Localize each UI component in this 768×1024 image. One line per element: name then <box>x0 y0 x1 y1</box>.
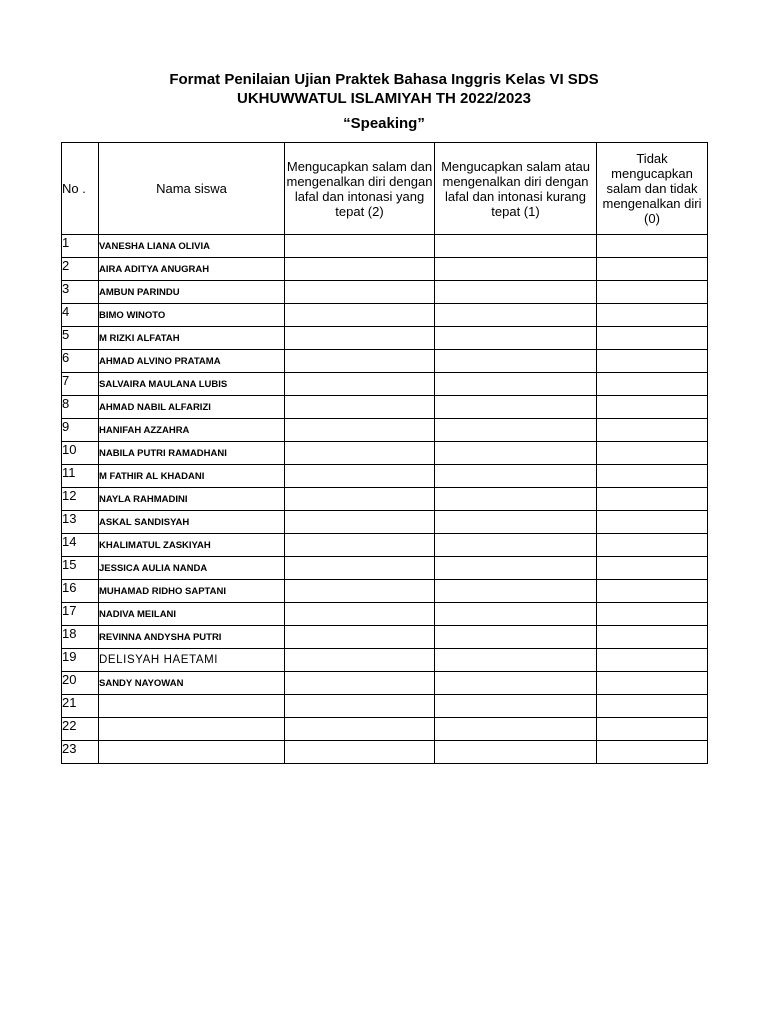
row-number: 1 <box>62 235 99 258</box>
score-1-cell[interactable] <box>435 695 597 718</box>
score-2-cell[interactable] <box>285 396 435 419</box>
score-2-cell[interactable] <box>285 442 435 465</box>
header-score-1: Mengucapkan salam atau mengenalkan diri dengan lafal dan intonasi kurang tepat (1) <box>435 143 597 235</box>
score-0-cell[interactable] <box>597 741 708 764</box>
score-0-cell[interactable] <box>597 718 708 741</box>
score-0-cell[interactable] <box>597 649 708 672</box>
student-name: HANIFAH AZZAHRA <box>99 419 285 442</box>
score-1-cell[interactable] <box>435 373 597 396</box>
student-name: DELISYAH HAETAMI <box>99 649 285 672</box>
score-1-cell[interactable] <box>435 465 597 488</box>
student-name: REVINNA ANDYSHA PUTRI <box>99 626 285 649</box>
table-row <box>62 695 708 718</box>
score-0-cell[interactable] <box>597 626 708 649</box>
score-2-cell[interactable] <box>285 419 435 442</box>
row-number: 17 <box>62 603 99 626</box>
row-number: 4 <box>62 304 99 327</box>
score-2-cell[interactable] <box>285 465 435 488</box>
score-1-cell[interactable] <box>435 534 597 557</box>
score-0-cell[interactable] <box>597 373 708 396</box>
table-header-row <box>62 143 708 235</box>
header-score-0: Tidak mengucapkan salam dan tidak mengenalkan diri (0) <box>597 143 708 235</box>
student-name: M RIZKI ALFATAH <box>99 327 285 350</box>
row-number: 13 <box>62 511 99 534</box>
row-number: 15 <box>62 557 99 580</box>
score-1-cell[interactable] <box>435 649 597 672</box>
table-row <box>62 373 708 396</box>
header-no: No . <box>62 143 99 235</box>
row-number: 21 <box>62 695 99 718</box>
score-1-cell[interactable] <box>435 718 597 741</box>
student-name: NABILA PUTRI RAMADHANI <box>99 442 285 465</box>
table-row <box>62 235 708 258</box>
title-line-2: UKHUWWATUL ISLAMIYAH TH 2022/2023 <box>237 90 531 107</box>
student-name: BIMO WINOTO <box>99 304 285 327</box>
score-1-cell[interactable] <box>435 304 597 327</box>
score-1-cell[interactable] <box>435 672 597 695</box>
score-0-cell[interactable] <box>597 465 708 488</box>
score-2-cell[interactable] <box>285 235 435 258</box>
table-row <box>62 258 708 281</box>
score-0-cell[interactable] <box>597 419 708 442</box>
row-number: 3 <box>62 281 99 304</box>
score-1-cell[interactable] <box>435 741 597 764</box>
row-number: 8 <box>62 396 99 419</box>
student-name: SANDY NAYOWAN <box>99 672 285 695</box>
score-2-cell[interactable] <box>285 304 435 327</box>
score-0-cell[interactable] <box>597 235 708 258</box>
row-number: 18 <box>62 626 99 649</box>
student-name: AMBUN PARINDU <box>99 281 285 304</box>
score-2-cell[interactable] <box>285 741 435 764</box>
score-0-cell[interactable] <box>597 557 708 580</box>
score-2-cell[interactable] <box>285 580 435 603</box>
table-row <box>62 649 708 672</box>
table-row <box>62 396 708 419</box>
score-0-cell[interactable] <box>597 281 708 304</box>
score-2-cell[interactable] <box>285 327 435 350</box>
row-number: 23 <box>62 741 99 764</box>
score-0-cell[interactable] <box>597 327 708 350</box>
student-name: AHMAD NABIL ALFARIZI <box>99 396 285 419</box>
score-2-cell[interactable] <box>285 534 435 557</box>
table-row <box>62 672 708 695</box>
score-2-cell[interactable] <box>285 488 435 511</box>
student-name: VANESHA LIANA OLIVIA <box>99 235 285 258</box>
score-0-cell[interactable] <box>597 580 708 603</box>
student-name: M FATHIR AL KHADANI <box>99 465 285 488</box>
header-score-2: Mengucapkan salam dan mengenalkan diri dengan lafal dan intonasi yang tepat (2) <box>285 143 435 235</box>
score-1-cell[interactable] <box>435 350 597 373</box>
score-2-cell[interactable] <box>285 258 435 281</box>
table-row <box>62 442 708 465</box>
table-row <box>62 511 708 534</box>
row-number: 5 <box>62 327 99 350</box>
row-number: 10 <box>62 442 99 465</box>
score-1-cell[interactable] <box>435 580 597 603</box>
student-name: MUHAMAD RIDHO SAPTANI <box>99 580 285 603</box>
score-0-cell[interactable] <box>597 442 708 465</box>
score-1-cell[interactable] <box>435 488 597 511</box>
score-1-cell[interactable] <box>435 281 597 304</box>
student-name: JESSICA AULIA NANDA <box>99 557 285 580</box>
table-row <box>62 304 708 327</box>
row-number: 14 <box>62 534 99 557</box>
assessment-table <box>61 142 708 764</box>
table-row <box>62 718 708 741</box>
score-1-cell[interactable] <box>435 603 597 626</box>
score-2-cell[interactable] <box>285 695 435 718</box>
table-row <box>62 626 708 649</box>
student-name: AHMAD ALVINO PRATAMA <box>99 350 285 373</box>
row-number: 22 <box>62 718 99 741</box>
row-number: 20 <box>62 672 99 695</box>
student-name: NAYLA RAHMADINI <box>99 488 285 511</box>
score-2-cell[interactable] <box>285 626 435 649</box>
score-1-cell[interactable] <box>435 396 597 419</box>
score-2-cell[interactable] <box>285 718 435 741</box>
row-number: 11 <box>62 465 99 488</box>
header-name: Nama siswa <box>99 143 285 235</box>
score-0-cell[interactable] <box>597 304 708 327</box>
table-row <box>62 557 708 580</box>
score-0-cell[interactable] <box>597 695 708 718</box>
row-number: 19 <box>62 649 99 672</box>
score-2-cell[interactable] <box>285 281 435 304</box>
table-row <box>62 580 708 603</box>
student-name <box>99 718 285 741</box>
score-1-cell[interactable] <box>435 235 597 258</box>
score-2-cell[interactable] <box>285 557 435 580</box>
student-name: NADIVA MEILANI <box>99 603 285 626</box>
row-number: 16 <box>62 580 99 603</box>
row-number: 2 <box>62 258 99 281</box>
score-1-cell[interactable] <box>435 557 597 580</box>
table-row <box>62 350 708 373</box>
table-row <box>62 603 708 626</box>
score-1-cell[interactable] <box>435 419 597 442</box>
table-row <box>62 488 708 511</box>
score-1-cell[interactable] <box>435 511 597 534</box>
score-2-cell[interactable] <box>285 649 435 672</box>
score-2-cell[interactable] <box>285 603 435 626</box>
score-0-cell[interactable] <box>597 488 708 511</box>
score-2-cell[interactable] <box>285 511 435 534</box>
score-2-cell[interactable] <box>285 672 435 695</box>
student-name: AIRA ADITYA ANUGRAH <box>99 258 285 281</box>
score-0-cell[interactable] <box>597 511 708 534</box>
table-row <box>62 419 708 442</box>
table-row <box>62 534 708 557</box>
table-row <box>62 465 708 488</box>
score-0-cell[interactable] <box>597 534 708 557</box>
score-0-cell[interactable] <box>597 258 708 281</box>
student-name <box>99 741 285 764</box>
score-0-cell[interactable] <box>597 672 708 695</box>
score-1-cell[interactable] <box>435 442 597 465</box>
score-1-cell[interactable] <box>435 626 597 649</box>
row-number: 9 <box>62 419 99 442</box>
table-row <box>62 327 708 350</box>
row-number: 6 <box>62 350 99 373</box>
student-name: SALVAIRA MAULANA LUBIS <box>99 373 285 396</box>
score-2-cell[interactable] <box>285 373 435 396</box>
score-0-cell[interactable] <box>597 350 708 373</box>
student-name: KHALIMATUL ZASKIYAH <box>99 534 285 557</box>
score-0-cell[interactable] <box>597 396 708 419</box>
title-line-1: Format Penilaian Ujian Praktek Bahasa Inggris Kelas VI SDS <box>169 71 599 88</box>
student-name <box>99 695 285 718</box>
table-row <box>62 281 708 304</box>
table-row <box>62 741 708 764</box>
document-title <box>0 70 768 108</box>
score-0-cell[interactable] <box>597 603 708 626</box>
row-number: 12 <box>62 488 99 511</box>
student-name: ASKAL SANDISYAH <box>99 511 285 534</box>
row-number: 7 <box>62 373 99 396</box>
score-1-cell[interactable] <box>435 258 597 281</box>
score-2-cell[interactable] <box>285 350 435 373</box>
score-1-cell[interactable] <box>435 327 597 350</box>
document-subtitle: “Speaking” <box>343 115 425 132</box>
